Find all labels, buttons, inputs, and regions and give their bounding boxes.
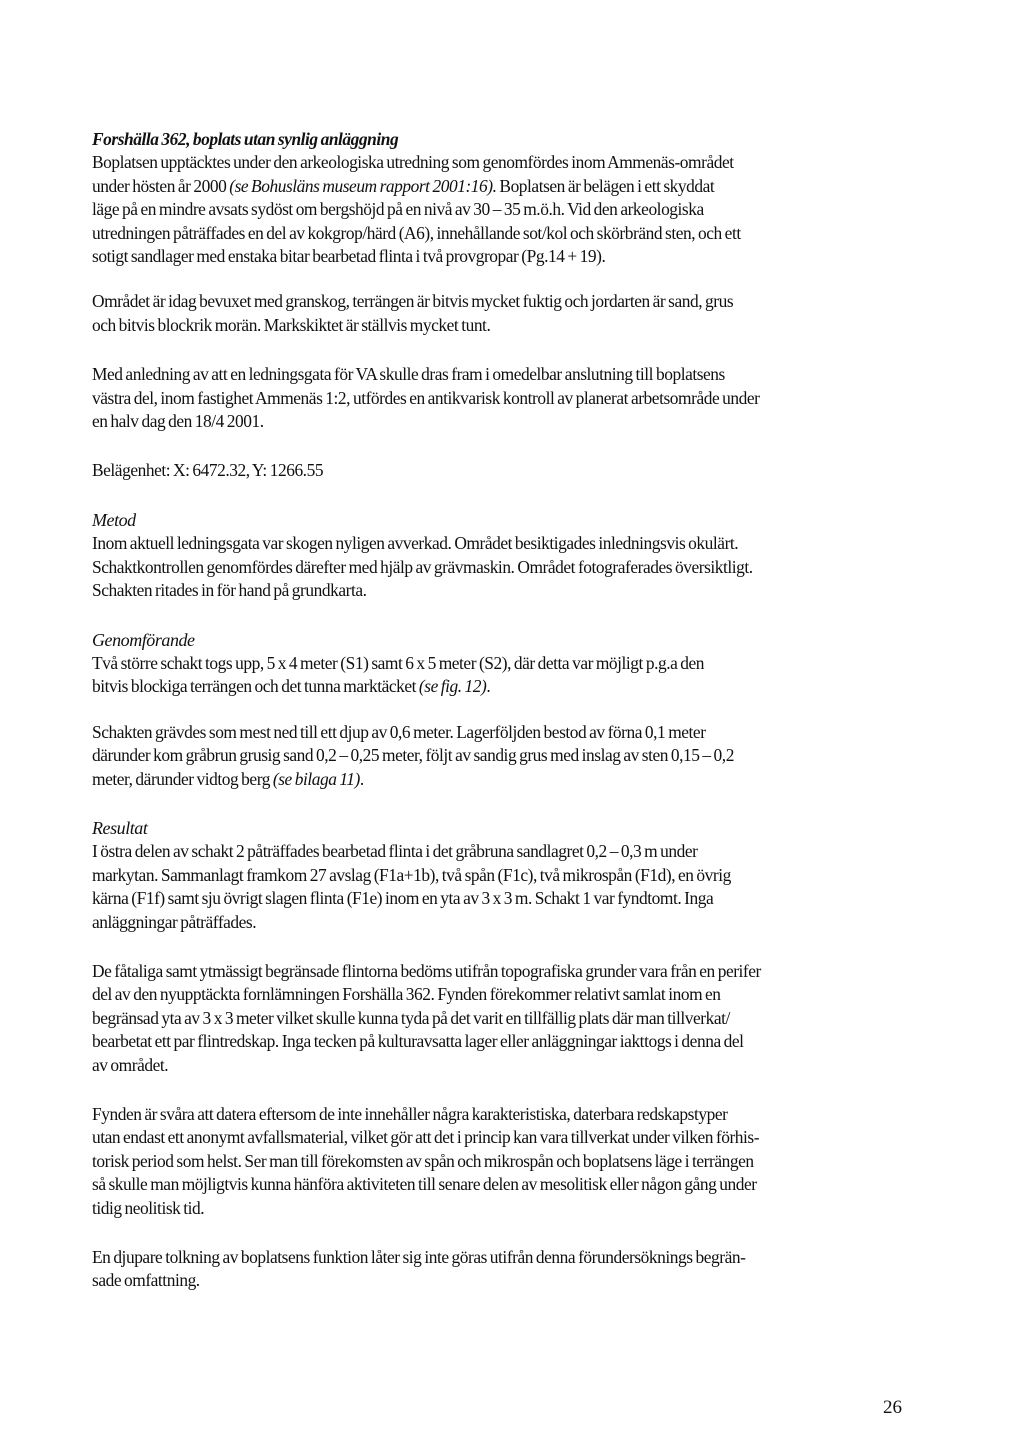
text-line: Fynden är svåra att datera eftersom de inte innehåller några karakteristiska, daterbara redskapstyper (92, 1104, 728, 1124)
text-line: en halv dag den 18/4 2001. (92, 411, 264, 432)
text-line: Med anledning av att en ledningsgata för VA skulle dras fram i omedelbar anslutning till boplatsens (92, 364, 725, 385)
text-run: meter, därunder vidtog berg (92, 768, 273, 789)
text-line: En djupare tolkning av boplatsens funktion låter sig inte göras utifrån denna förundersöknings begrän- (92, 1247, 746, 1268)
text-line: Schakten ritades in för hand på grundkarta. (92, 580, 367, 601)
text-line: I östra delen av schakt 2 påträffades bearbetad flinta i det gråbruna sandlagret 0,2 – 0,3 m under (92, 841, 698, 862)
text-run: . (359, 768, 364, 789)
text-line: begränsad yta av 3 x 3 meter vilket skulle kunna tyda på det varit en tillfällig plats där man tillverkat/ (92, 1007, 730, 1028)
genomforande-heading: Genomförande (92, 629, 195, 650)
text-line: Två större schakt togs upp, 5 x 4 meter (S1) samt 6 x 5 meter (S2), där detta var möjligt p.g.a den (92, 652, 705, 673)
location-line: Belägenhet: X: 6472.32, Y: 1266.55 (92, 460, 324, 481)
text-line: Området är idag bevuxet med granskog, terrängen är bitvis mycket fuktig och jordarten är sand, grus (92, 291, 734, 312)
appendix-reference: (se bilaga 11) (272, 768, 360, 789)
document-body (92, 128, 914, 1293)
text-line: kärna (F1f) samt sju övrigt slagen flinta (F1e) inom en yta av 3 x 3 m. Schakt 1 var fyndtomt. Inga (92, 888, 714, 909)
genomforande-paragraph-2 (92, 721, 914, 791)
metod-heading: Metod (92, 509, 136, 530)
resultat-paragraph-4 (92, 1246, 914, 1293)
text-line: Inom aktuell ledningsgata var skogen nyligen avverkad. Området besiktigades inledningsvis okulärt. (92, 533, 739, 554)
figure-reference: (se fig. 12) (418, 676, 487, 697)
text-line: tidig neolitisk tid. (92, 1197, 205, 1218)
reason-paragraph (92, 363, 914, 433)
text-line: sade omfattning. (92, 1270, 200, 1291)
text-line: Boplatsen upptäcktes under den arkeologiska utredning som genomfördes inom Ammenäs-området (92, 152, 734, 173)
text-run: under hösten år 2000 (92, 175, 230, 196)
resultat-paragraph-1 (92, 840, 914, 934)
section-heading: Forshälla 362, boplats utan synlig anläggning (92, 129, 399, 149)
text-line: del av den nyupptäckta fornlämningen Forshälla 362. Fynden förekommer relativt samlat inom en (92, 984, 721, 1005)
intro-paragraph (92, 151, 914, 268)
text-line: så skulle man möjligtvis kunna hänföra aktiviteten till senare delen av mesolitisk eller någon gång under (92, 1174, 757, 1195)
page-number: 26 (883, 1397, 902, 1418)
metod-paragraph (92, 532, 914, 602)
text-line: anläggningar påträffades. (92, 911, 257, 932)
text-line: utredningen påträffades en del av kokgrop/härd (A6), innehållande sot/kol och skörbränd sten, och ett (92, 222, 741, 243)
text-line: därunder kom gråbrun grusig sand 0,2 – 0,25 meter, följt av sandig grus med inslag av sten 0,15 – 0,2 (92, 745, 734, 766)
resultat-paragraph-2 (92, 960, 914, 1077)
text-line: markytan. Sammanlagt framkom 27 avslag (F1a+1b), två spån (F1c), två mikrospån (F1d), en övrig (92, 864, 731, 885)
resultat-heading: Resultat (92, 817, 148, 838)
reference-citation: (se Bohusläns museum rapport 2001:16). (229, 175, 497, 196)
text-line: torisk period som helst. Ser man till förekomsten av spån och mikrospån och boplatsens läge i terrängen (92, 1150, 754, 1171)
text-line: Schakten grävdes som mest ned till ett djup av 0,6 meter. Lagerföljden bestod av förna 0,1 meter (92, 721, 706, 742)
text-line: västra del, inom fastighet Ammenäs 1:2, utfördes en antikvarisk kontroll av planerat arbetsområde under (92, 387, 760, 408)
area-paragraph (92, 290, 914, 337)
text-line: Schaktkontrollen genomfördes därefter med hjälp av grävmaskin. Området fotograferades översiktligt. (92, 556, 753, 577)
text-run: . (486, 676, 491, 697)
text-run: Boplatsen är belägen i ett skyddat (496, 175, 715, 196)
text-line (92, 675, 914, 698)
text-run: bitvis blockiga terrängen och det tunna marktäcket (92, 676, 419, 697)
text-line: av området. (92, 1054, 169, 1075)
resultat-paragraph-3 (92, 1103, 914, 1220)
text-line (92, 175, 914, 198)
text-line (92, 768, 914, 791)
text-line: och bitvis blockrik morän. Markskiktet är ställvis mycket tunt. (92, 314, 491, 335)
genomforande-paragraph-1 (92, 652, 914, 699)
text-line: bearbetat ett par flintredskap. Inga tecken på kulturavsatta lager eller anläggningar iakttogs i denna del (92, 1031, 744, 1052)
text-line: De fåtaliga samt ytmässigt begränsade flintorna bedöms utifrån topografiska grunder vara från en perifer (92, 960, 761, 981)
text-line: läge på en mindre avsats sydöst om bergshöjd på en nivå av 30 – 35 m.ö.h. Vid den arkeologiska (92, 199, 704, 220)
text-line: sotigt sandlager med enstaka bitar bearbetad flinta i två provgropar (Pg.14 + 19). (92, 246, 606, 267)
text-line: utan endast ett anonymt avfallsmaterial, vilket gör att det i princip kan vara tillverkat under vilken förhis- (92, 1127, 760, 1148)
